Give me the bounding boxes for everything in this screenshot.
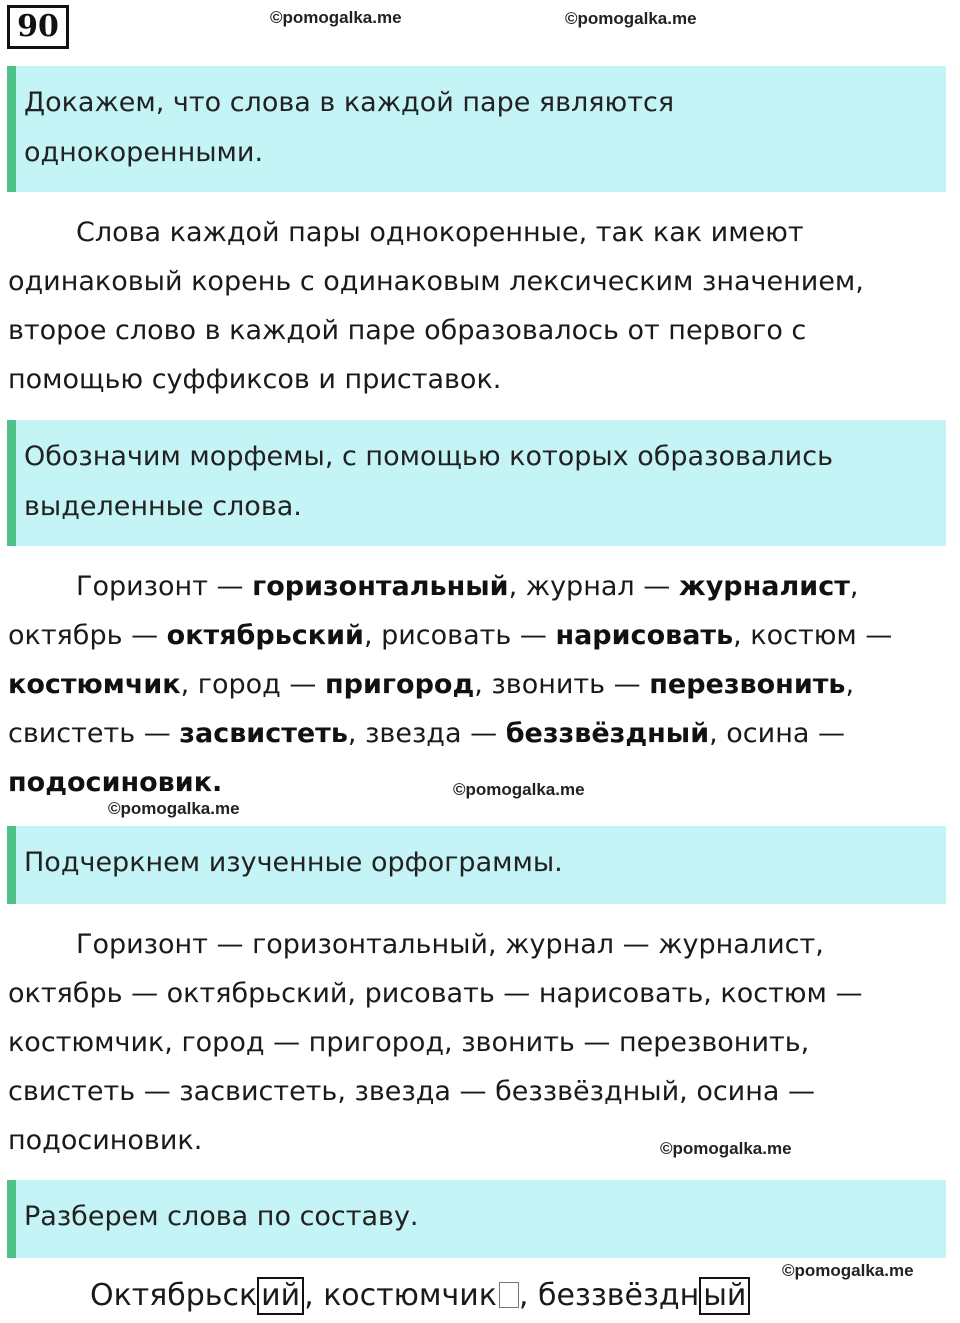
derived-word: нарисовать xyxy=(555,620,734,651)
answer-line: второе слово в каждой паре образовалось от первого с xyxy=(8,315,807,346)
derived-word: октябрьский xyxy=(166,620,364,651)
pairs-line xyxy=(8,562,953,611)
watermark: ©pomogalka.me xyxy=(108,799,240,818)
task-line: Разберем слова по составу. xyxy=(24,1201,419,1232)
plain-text: , звонить — xyxy=(474,669,650,700)
ending-box: ий xyxy=(257,1277,304,1315)
plain-text: , звезда — xyxy=(347,718,506,749)
task-box-3 xyxy=(7,826,946,904)
task-box-1 xyxy=(7,66,946,192)
plain-text: , xyxy=(845,669,855,700)
watermark: ©pomogalka.me xyxy=(453,780,585,799)
watermark: ©pomogalka.me xyxy=(660,1139,792,1158)
answer-paragraph-1 xyxy=(8,208,953,404)
parsed-word-stem: беззвёздн xyxy=(537,1278,700,1313)
task-line: Докажем, что слова в каждой паре являются xyxy=(24,87,675,118)
exercise-number: 90 xyxy=(7,5,69,49)
answer-line: одинаковый корень с одинаковым лексическим значением, xyxy=(8,266,864,297)
parsed-word-stem: Октябрьск xyxy=(90,1278,258,1313)
pairs-line xyxy=(8,709,953,758)
derived-word: перезвонить xyxy=(649,669,846,700)
plain-text: Горизонт — xyxy=(76,571,253,602)
morpheme-parse-line xyxy=(90,1276,750,1316)
derived-word: журналист xyxy=(678,571,850,602)
derived-word: засвистеть xyxy=(179,718,348,749)
derived-word: подосиновик. xyxy=(8,767,223,798)
watermark: ©pomogalka.me xyxy=(565,9,697,28)
derived-word: беззвёздный xyxy=(505,718,710,749)
zero-ending-box xyxy=(499,1282,519,1308)
answer-line: Слова каждой пары однокоренные, так как имеют xyxy=(76,217,804,248)
derived-word: костюмчик xyxy=(8,669,181,700)
derived-word: пригород xyxy=(325,669,475,700)
plain-text: , журнал — xyxy=(508,571,679,602)
plain-text: , xyxy=(849,571,859,602)
answer-paragraph-3 xyxy=(8,920,953,1165)
plain-text: свистеть — xyxy=(8,718,180,749)
task-line: выделенные слова. xyxy=(24,491,302,522)
plain-text: , осина — xyxy=(709,718,845,749)
pairs-line xyxy=(8,611,953,660)
answer-line: свистеть — засвистеть, звезда — беззвёздный, осина — xyxy=(8,1076,816,1107)
answer-line: помощью суффиксов и приставок. xyxy=(8,364,502,395)
plain-text: , город — xyxy=(180,669,326,700)
answer-line: октябрь — октябрьский, рисовать — нарисовать, костюм — xyxy=(8,978,863,1009)
derived-word: горизонтальный xyxy=(252,571,509,602)
plain-text: , костюм — xyxy=(733,620,893,651)
task-line: Обозначим морфемы, с помощью которых образовались xyxy=(24,441,833,472)
watermark: ©pomogalka.me xyxy=(782,1261,914,1280)
task-line: однокоренными. xyxy=(24,137,264,168)
task-line: Подчеркнем изученные орфограммы. xyxy=(24,847,563,878)
watermark: ©pomogalka.me xyxy=(270,8,402,27)
answer-line: Горизонт — горизонтальный, журнал — журналист, xyxy=(76,929,824,960)
plain-text: , рисовать — xyxy=(363,620,556,651)
answer-line: костюмчик, город — пригород, звонить — перезвонить, xyxy=(8,1027,810,1058)
answer-line: подосиновик. xyxy=(8,1125,203,1156)
separator: , xyxy=(518,1278,538,1313)
task-box-4 xyxy=(7,1180,946,1258)
separator: , xyxy=(304,1278,324,1313)
task-box-2 xyxy=(7,420,946,546)
plain-text: октябрь — xyxy=(8,620,167,651)
pairs-line xyxy=(8,660,953,709)
ending-box: ый xyxy=(699,1277,750,1315)
word-pairs-paragraph xyxy=(8,562,953,807)
parsed-word-stem: костюмчик xyxy=(323,1278,497,1313)
